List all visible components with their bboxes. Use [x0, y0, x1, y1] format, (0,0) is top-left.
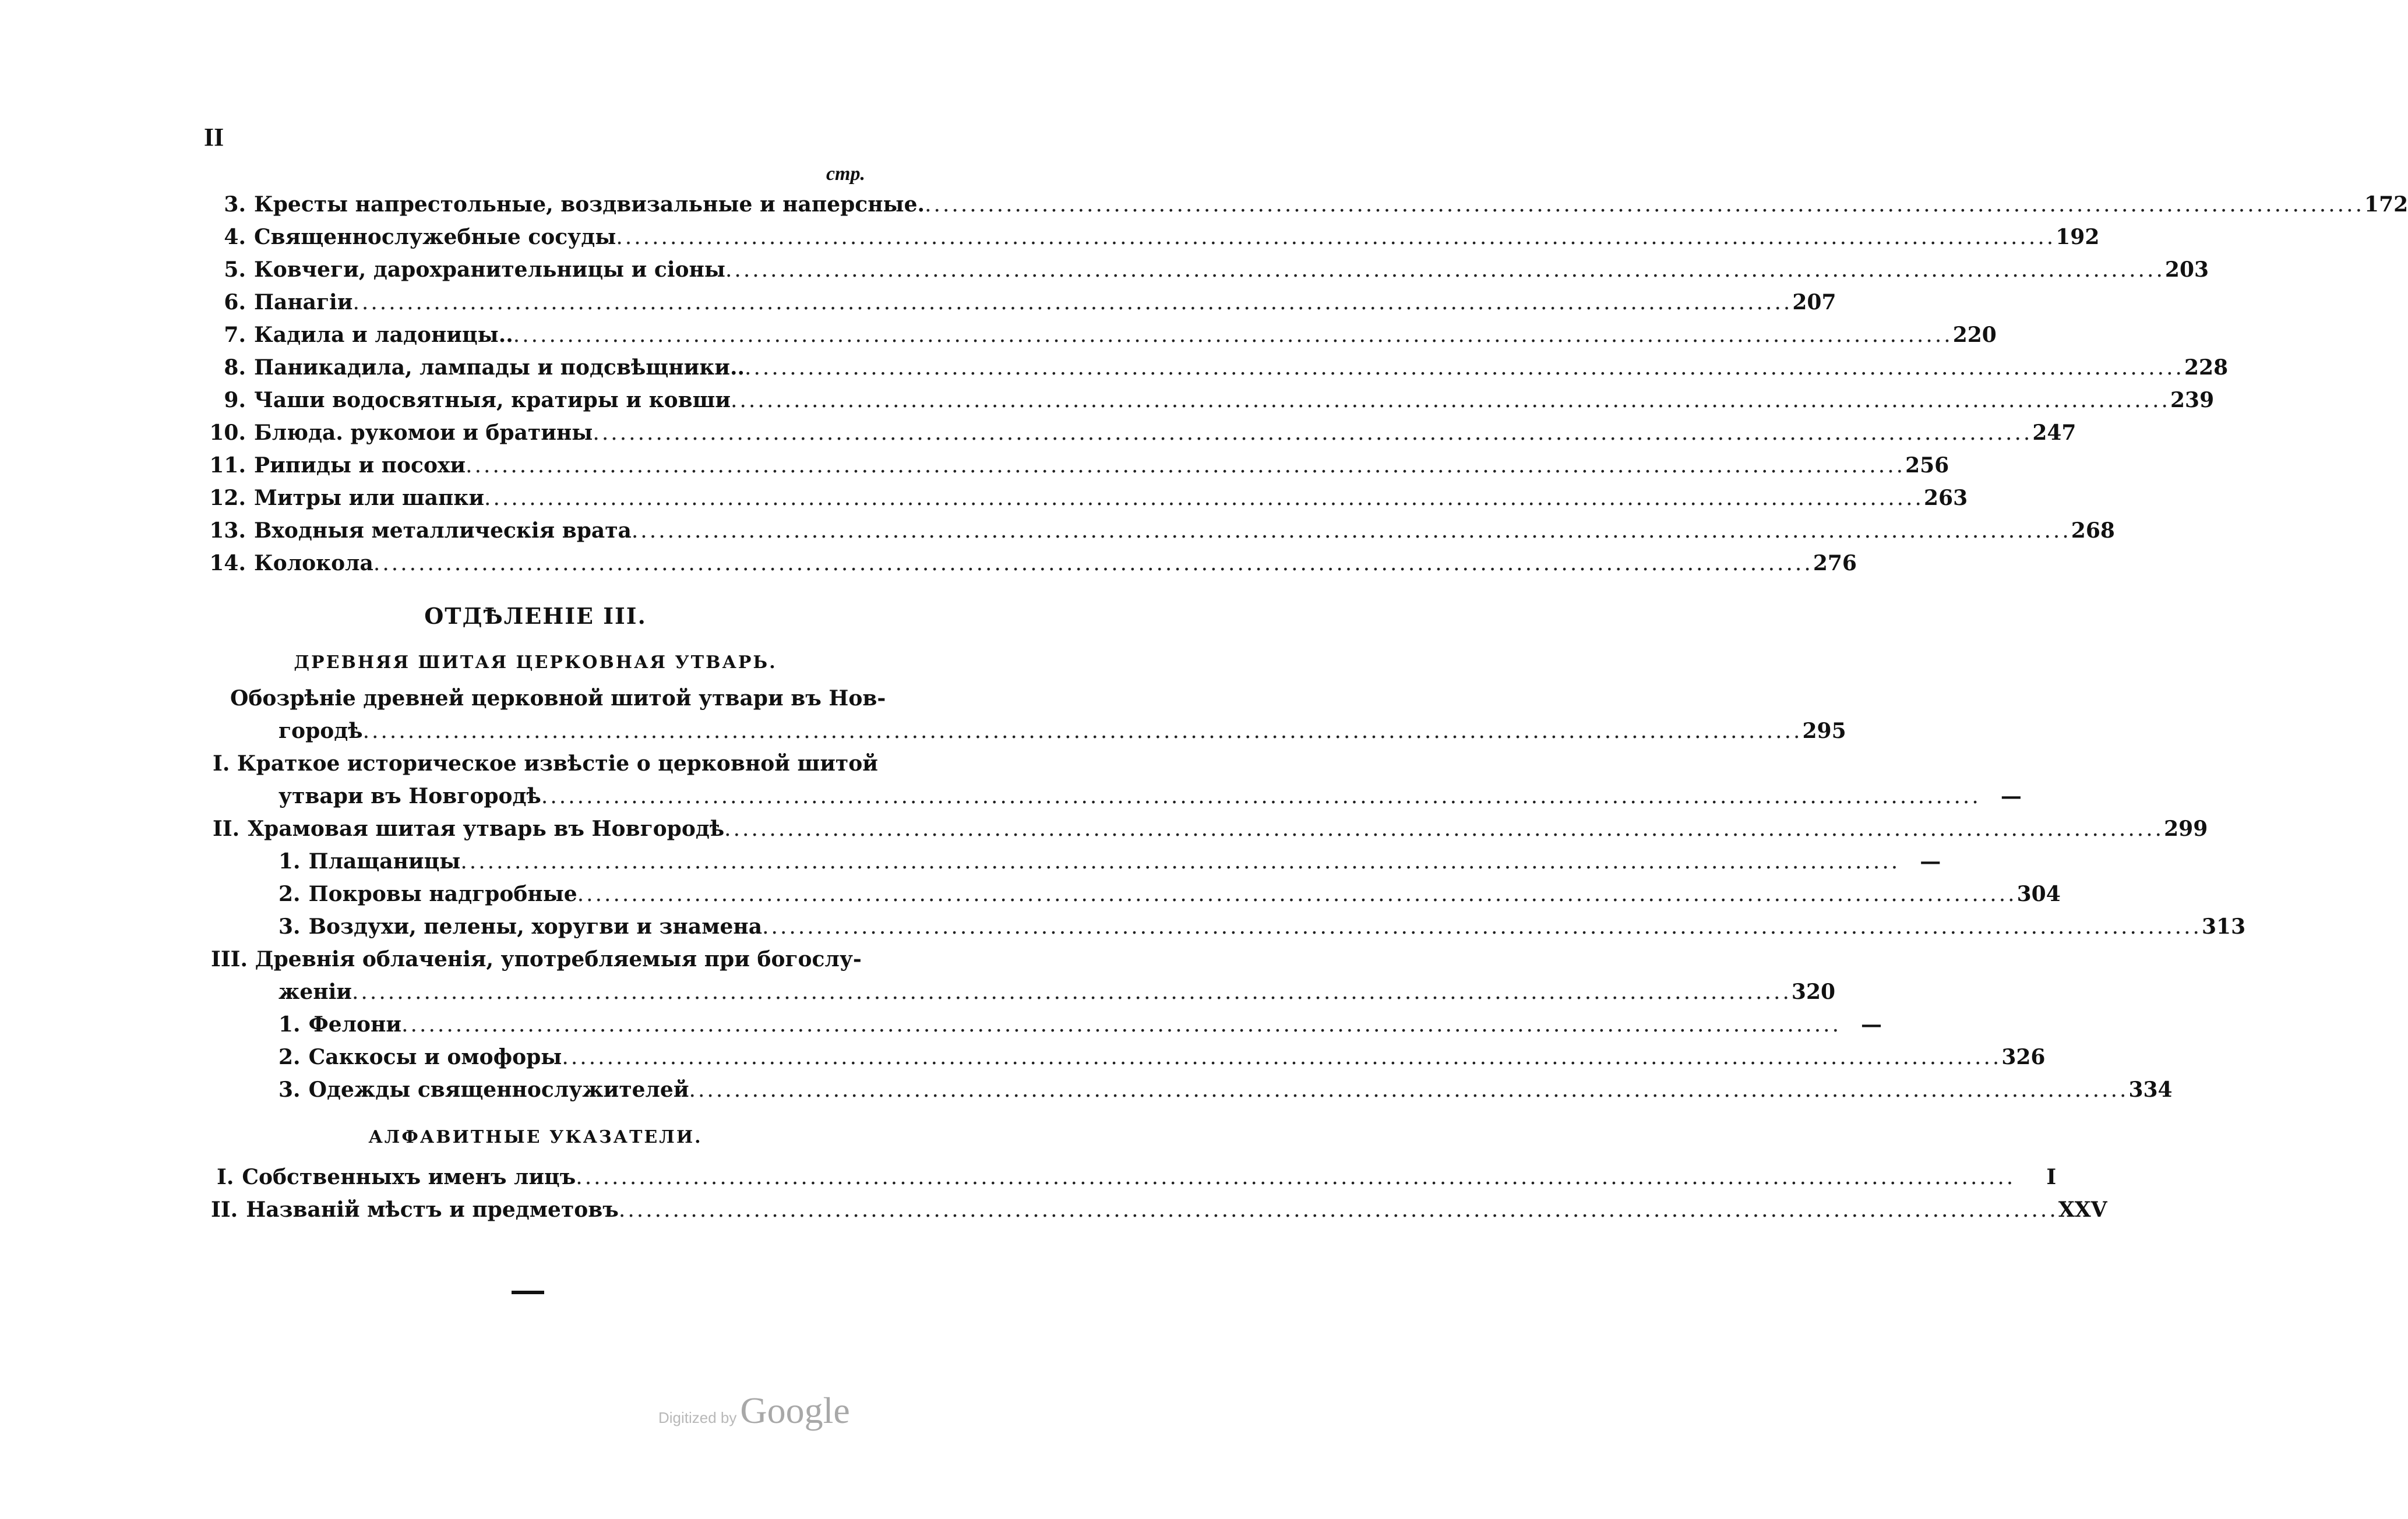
part2-page: 299	[2164, 817, 2208, 841]
part2-number: II.	[213, 817, 240, 841]
toc-entry-page: 207	[1792, 290, 1836, 315]
toc-entry-text: Митры или шапки	[254, 486, 485, 510]
part1-entry	[278, 784, 2022, 817]
toc-entry-text: Ковчеги, дарохранительницы и сіоны	[254, 257, 725, 282]
part2-item-page: 304	[2016, 882, 2061, 906]
toc-entry-page: 239	[2170, 388, 2215, 412]
toc-entry-page: 263	[1923, 486, 1968, 510]
toc-entry	[204, 518, 2115, 551]
toc-entry-number: 14.	[209, 551, 246, 575]
part1-number: I.	[213, 751, 230, 776]
toc-entry-page: 268	[2071, 518, 2115, 543]
index-entry-page: I	[2046, 1165, 2057, 1189]
part3-item-text: Саккосы и омофоры	[308, 1045, 562, 1069]
toc-entry-number: 4.	[224, 225, 246, 249]
toc-entry-number: 6.	[224, 290, 246, 315]
part2-item-text: Покровы надгробные	[308, 882, 577, 906]
part2-item-number: 2.	[278, 882, 301, 906]
toc-entry	[204, 388, 2215, 421]
toc-entry	[204, 290, 1836, 323]
part2-item-number: 3.	[278, 914, 301, 939]
index-title: АЛФАВИТНЫЕ УКАЗАТЕЛИ.	[368, 1127, 703, 1147]
part3-number: III.	[211, 947, 248, 972]
part3-item-number: 1.	[278, 1012, 301, 1037]
toc-entry-text: Кадила и ладоницы..	[254, 323, 513, 347]
part2-item	[278, 849, 1941, 882]
index-entry-number: II.	[211, 1197, 238, 1222]
part2-item	[278, 914, 2246, 947]
part2-item-number: 1.	[278, 849, 301, 874]
part3-line2: женіи	[278, 980, 352, 1004]
toc-entry-text: Паникадила, лампады и подсвѣщники..	[254, 355, 745, 380]
overview-line2: городѣ	[278, 719, 363, 743]
part3-item	[278, 1012, 1882, 1045]
part3-item-page: 326	[2001, 1045, 2046, 1069]
toc-entry-number: 8.	[224, 355, 246, 380]
toc-entry-text: Панагіи	[254, 290, 353, 315]
part1-page: —	[2000, 784, 2022, 808]
toc-entry-number: 5.	[224, 257, 246, 282]
google-logo: Google	[740, 1390, 850, 1431]
page-column-label: стр.	[826, 163, 865, 185]
toc-entry	[204, 421, 2076, 453]
toc-entry-page: 192	[2056, 225, 2100, 249]
part1-line1	[213, 751, 878, 776]
toc-entry	[204, 551, 1857, 584]
page-number: II	[204, 123, 224, 151]
part3-item-number: 3.	[278, 1078, 301, 1102]
part2-entry	[213, 817, 2208, 849]
toc-entry-page: 203	[2164, 257, 2209, 282]
index-entry-number: I.	[217, 1165, 234, 1189]
part3-item-text: Фелони	[308, 1012, 402, 1037]
digitized-by-text: Digitized by	[658, 1409, 737, 1426]
toc-entry	[204, 453, 1949, 486]
part1-line2: утвари въ Новгородѣ	[278, 784, 541, 808]
toc-entry	[204, 323, 1997, 355]
part2-item-page: 313	[2202, 914, 2246, 939]
part3-text: Древнія облаченія, употребляемыя при богослу-	[255, 947, 862, 972]
part2-item-page: —	[1920, 849, 1941, 874]
overview-entry	[278, 719, 1846, 751]
part3-entry	[278, 980, 1836, 1012]
toc-entry-text: Входныя металлическія врата	[254, 518, 632, 543]
part3-item-number: 2.	[278, 1045, 301, 1069]
part3-line1	[211, 947, 862, 972]
section-title: ОТДѢЛЕНІЕ III.	[424, 603, 647, 629]
toc-entry-number: 13.	[209, 518, 246, 543]
end-dash	[512, 1291, 544, 1294]
toc-entry	[204, 192, 2408, 225]
index-entry-text: Названій мѣстъ и предметовъ	[246, 1197, 619, 1222]
toc-entry-number: 10.	[209, 421, 246, 445]
toc-entry-number: 9.	[224, 388, 246, 412]
toc-entry	[204, 257, 2209, 290]
toc-entry-page: 220	[1952, 323, 1997, 347]
toc-entry-text: Священнослужебные сосуды	[254, 225, 616, 249]
part3-item	[278, 1078, 2173, 1110]
toc-entry-page: 276	[1813, 551, 1857, 575]
part2-item-text: Воздухи, пелены, хоругви и знамена	[308, 914, 763, 939]
part1-text: Краткое историческое извѣстіе о церковной шитой	[237, 751, 878, 776]
index-entry	[217, 1165, 2057, 1197]
part3-item-page: —	[1861, 1012, 1882, 1037]
toc-entry	[204, 225, 2100, 257]
part2-item	[278, 882, 2061, 914]
toc-entry-number: 12.	[209, 486, 246, 510]
toc-entry-page: 228	[2184, 355, 2229, 380]
toc-entry-page: 172	[2364, 192, 2408, 217]
toc-entry-number: 3.	[224, 192, 246, 217]
overview-line1: Обозрѣніе древней церковной шитой утвари въ Нов-	[230, 686, 886, 711]
section-subtitle: ДРЕВНЯЯ ШИТАЯ ЦЕРКОВНАЯ УТВАРЬ.	[294, 652, 777, 673]
toc-entry-text: Кресты напрестольные, воздвизальные и наперсные.	[254, 192, 925, 217]
part3-item	[278, 1045, 2046, 1078]
index-entry	[211, 1197, 2107, 1230]
toc-entry-text: Колокола	[254, 551, 373, 575]
part3-item-text: Одежды священнослужителей	[308, 1078, 689, 1102]
toc-entry-number: 11.	[209, 453, 246, 478]
toc-entry	[204, 355, 2229, 388]
index-entry-page: XXV	[2058, 1197, 2107, 1222]
part2-item-text: Плащаницы	[308, 849, 461, 874]
part3-page: 320	[1791, 980, 1836, 1004]
toc-entry	[204, 486, 1968, 518]
overview-page: 295	[1802, 719, 1846, 743]
part3-item-page: 334	[2128, 1078, 2173, 1102]
toc-entry-text: Рипиды и посохи	[254, 453, 466, 478]
toc-entry-number: 7.	[224, 323, 246, 347]
part2-text: Храмовая шитая утварь въ Новгородѣ	[248, 817, 725, 841]
toc-entry-text: Блюда. рукомои и братины	[254, 421, 593, 445]
toc-entry-page: 247	[2032, 421, 2076, 445]
index-entry-text: Собственныхъ именъ лицъ	[242, 1165, 576, 1189]
toc-entry-page: 256	[1905, 453, 1949, 478]
toc-entry-text: Чаши водосвятныя, кратиры и ковши	[254, 388, 731, 412]
digitized-watermark	[658, 1389, 850, 1432]
